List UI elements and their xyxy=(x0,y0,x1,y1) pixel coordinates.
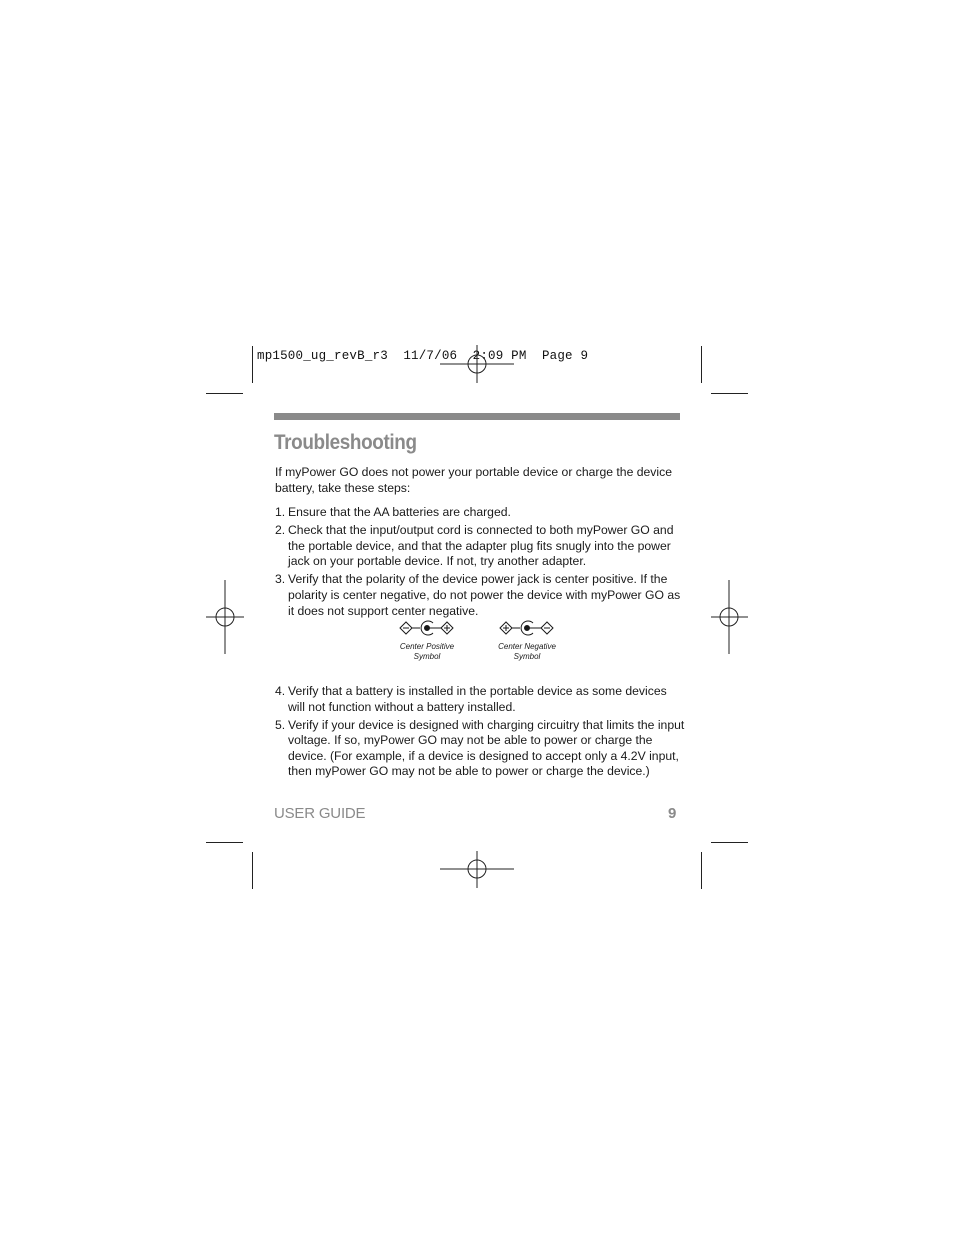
intro-paragraph: If myPower GO does not power your portable device or charge the device battery, take these steps: xyxy=(275,465,672,495)
print-slug: mp1500_ug_revB_r3 11/7/06 2:09 PM Page 9 xyxy=(257,349,589,363)
step-number: 2. xyxy=(275,523,286,538)
step-text: Verify if your device is designed with charging circuitry that limits the input voltage. If so, myPower GO may not be able to power or charge the device. (For example, if a device is designed to accept only a 4.2V input, then myPower GO may not be able to power or charge the device.) xyxy=(288,717,685,779)
page-number: 9 xyxy=(668,805,677,822)
step-text: Ensure that the AA batteries are charged. xyxy=(288,505,511,519)
list-item xyxy=(275,505,685,521)
center-positive-symbol xyxy=(387,619,467,662)
header-rule xyxy=(274,413,680,420)
symbol-label-line2: Symbol xyxy=(513,652,541,661)
footer-label: USER GUIDE xyxy=(274,805,366,822)
step-number: 5. xyxy=(275,717,286,732)
steps-list-1 xyxy=(275,505,685,622)
center-negative-symbol xyxy=(487,619,567,662)
list-item xyxy=(275,718,685,780)
symbol-label-line2: Symbol xyxy=(413,652,441,661)
steps-list-2 xyxy=(275,684,685,783)
page-title: Troubleshooting xyxy=(274,431,417,454)
list-item xyxy=(275,523,685,570)
list-item xyxy=(275,572,685,619)
list-item xyxy=(275,684,685,715)
center-negative-polarity-icon xyxy=(499,619,555,637)
symbol-label-line1: Center Negative xyxy=(498,642,556,651)
step-number: 4. xyxy=(275,684,286,698)
step-text: Verify that the polarity of the device power jack is center positive. If the polarity is center negative, do not power the device with myPower GO as it does not support center negative. xyxy=(288,572,681,618)
step-number: 3. xyxy=(275,572,286,587)
center-positive-polarity-icon xyxy=(399,619,455,637)
symbol-label-line1: Center Positive xyxy=(399,642,455,651)
step-text: Check that the input/output cord is connected to both myPower GO and the portable device, and that the adapter plug fits snugly into the power jack on your portable device. If not, try another adapter. xyxy=(288,523,674,569)
step-text: Verify that a battery is installed in the portable device as some devices will not function without a battery installed. xyxy=(288,684,667,714)
step-number: 1. xyxy=(275,505,286,519)
